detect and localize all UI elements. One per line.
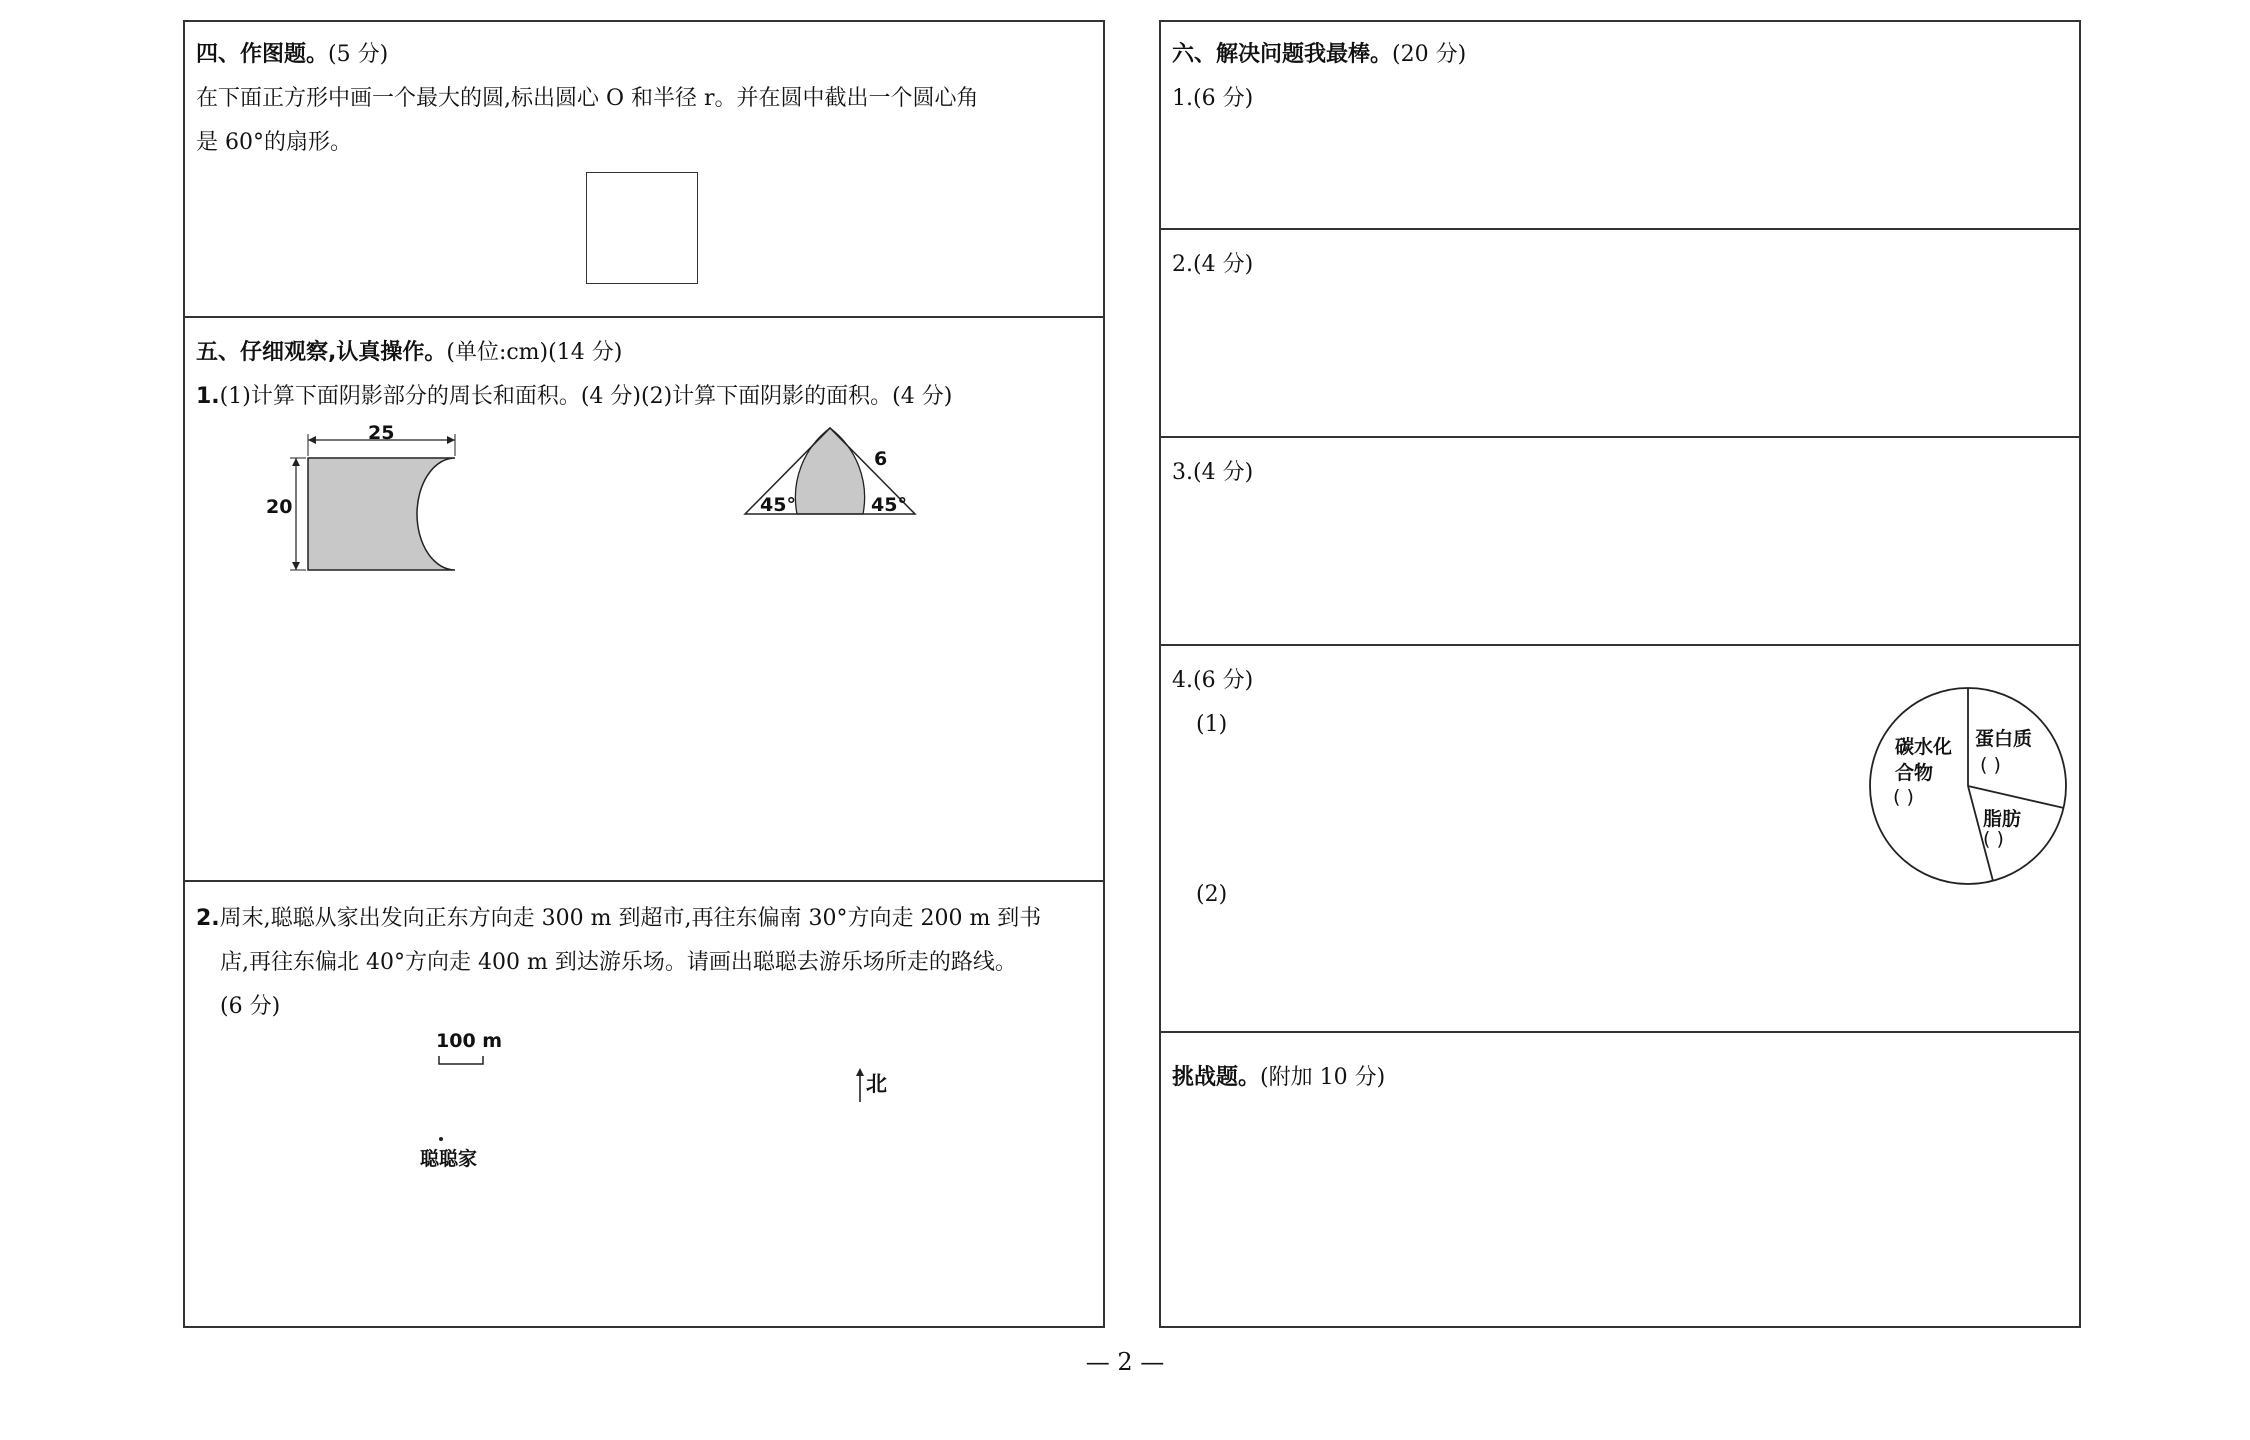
drawing-square bbox=[586, 172, 698, 284]
question-5-2-line-3: (6 分) bbox=[220, 994, 281, 1019]
page-number: — 2 — bbox=[1085, 1348, 1165, 1376]
figure-2-side-label: 6 bbox=[874, 448, 888, 470]
section-5-unit: (单位:cm)(14 分) bbox=[446, 340, 623, 365]
pie-carb-blank: ( ) bbox=[1893, 786, 1914, 808]
section-4-score: (5 分) bbox=[328, 42, 389, 67]
figure-shaded-rectangle bbox=[260, 420, 480, 590]
left-divider-1 bbox=[183, 316, 1105, 318]
question-5-2-line-2: 店,再往东偏北 40°方向走 400 m 到达游乐场。请画出聪聪去游乐场所走的路线。 bbox=[220, 950, 1017, 975]
question-5-1-part-2: (2)计算下面阴影的面积。(4 分) bbox=[641, 384, 953, 409]
section-4-title: 四、作图题。 bbox=[196, 42, 329, 67]
question-5-2-line-1 bbox=[196, 904, 1041, 934]
section-6-title: 六、解决问题我最棒。 bbox=[1172, 42, 1393, 67]
figure-1-left-label: 20 bbox=[266, 496, 293, 518]
question-5-1-number: 1. bbox=[196, 384, 220, 409]
figure-2-angle-right: 45° bbox=[871, 494, 907, 516]
section-4-line-2: 是 60°的扇形。 bbox=[196, 130, 352, 155]
pie-carb-label-2: 合物 bbox=[1895, 762, 1934, 784]
home-point bbox=[439, 1137, 443, 1141]
problem-4-label: 4.(6 分) bbox=[1172, 668, 1254, 693]
home-label: 聪聪家 bbox=[420, 1148, 478, 1170]
question-5-1 bbox=[196, 382, 952, 412]
right-divider-1 bbox=[1159, 228, 2081, 230]
pie-fat-label: 脂肪 bbox=[1983, 808, 2022, 830]
pie-protein-blank: ( ) bbox=[1980, 754, 2001, 776]
north-label: 北 bbox=[866, 1072, 887, 1096]
section-6-score: (20 分) bbox=[1392, 42, 1467, 67]
scale-bar bbox=[438, 1054, 484, 1066]
problem-4-part-1: (1) bbox=[1196, 712, 1228, 737]
pie-carb-label-1: 碳水化 bbox=[1895, 736, 1953, 758]
scale-label: 100 m bbox=[436, 1030, 503, 1052]
problem-3-label: 3.(4 分) bbox=[1172, 460, 1254, 485]
right-divider-3 bbox=[1159, 644, 2081, 646]
right-divider-4 bbox=[1159, 1031, 2081, 1033]
problem-4-part-2: (2) bbox=[1196, 882, 1228, 907]
right-panel bbox=[1159, 20, 2081, 1328]
right-divider-2 bbox=[1159, 436, 2081, 438]
left-divider-2 bbox=[183, 880, 1105, 882]
problem-2-label: 2.(4 分) bbox=[1172, 252, 1254, 277]
question-5-2-text-1: 周末,聪聪从家出发向正东方向走 300 m 到超市,再往东偏南 30°方向走 200 m 到书 bbox=[219, 906, 1042, 931]
pie-protein-label: 蛋白质 bbox=[1975, 728, 2033, 750]
problem-1-label: 1.(6 分) bbox=[1172, 86, 1254, 111]
section-5-title: 五、仔细观察,认真操作。 bbox=[196, 340, 447, 365]
challenge-score: (附加 10 分) bbox=[1260, 1065, 1386, 1090]
challenge-heading bbox=[1172, 1063, 1385, 1093]
north-arrow-icon bbox=[854, 1068, 866, 1104]
section-4-heading bbox=[196, 40, 388, 70]
section-6-heading bbox=[1172, 40, 1466, 70]
section-4-line-1: 在下面正方形中画一个最大的圆,标出圆心 O 和半径 r。并在圆中截出一个圆心角 bbox=[196, 86, 979, 111]
figure-2-angle-left: 45° bbox=[760, 494, 796, 516]
pie-fat-blank: ( ) bbox=[1983, 828, 2004, 850]
question-5-1-part-1: (1)计算下面阴影部分的周长和面积。(4 分) bbox=[219, 384, 641, 409]
section-5-heading bbox=[196, 338, 622, 368]
challenge-title: 挑战题。 bbox=[1172, 1065, 1261, 1090]
figure-1-top-label: 25 bbox=[368, 422, 395, 444]
question-5-2-number: 2. bbox=[196, 906, 220, 931]
